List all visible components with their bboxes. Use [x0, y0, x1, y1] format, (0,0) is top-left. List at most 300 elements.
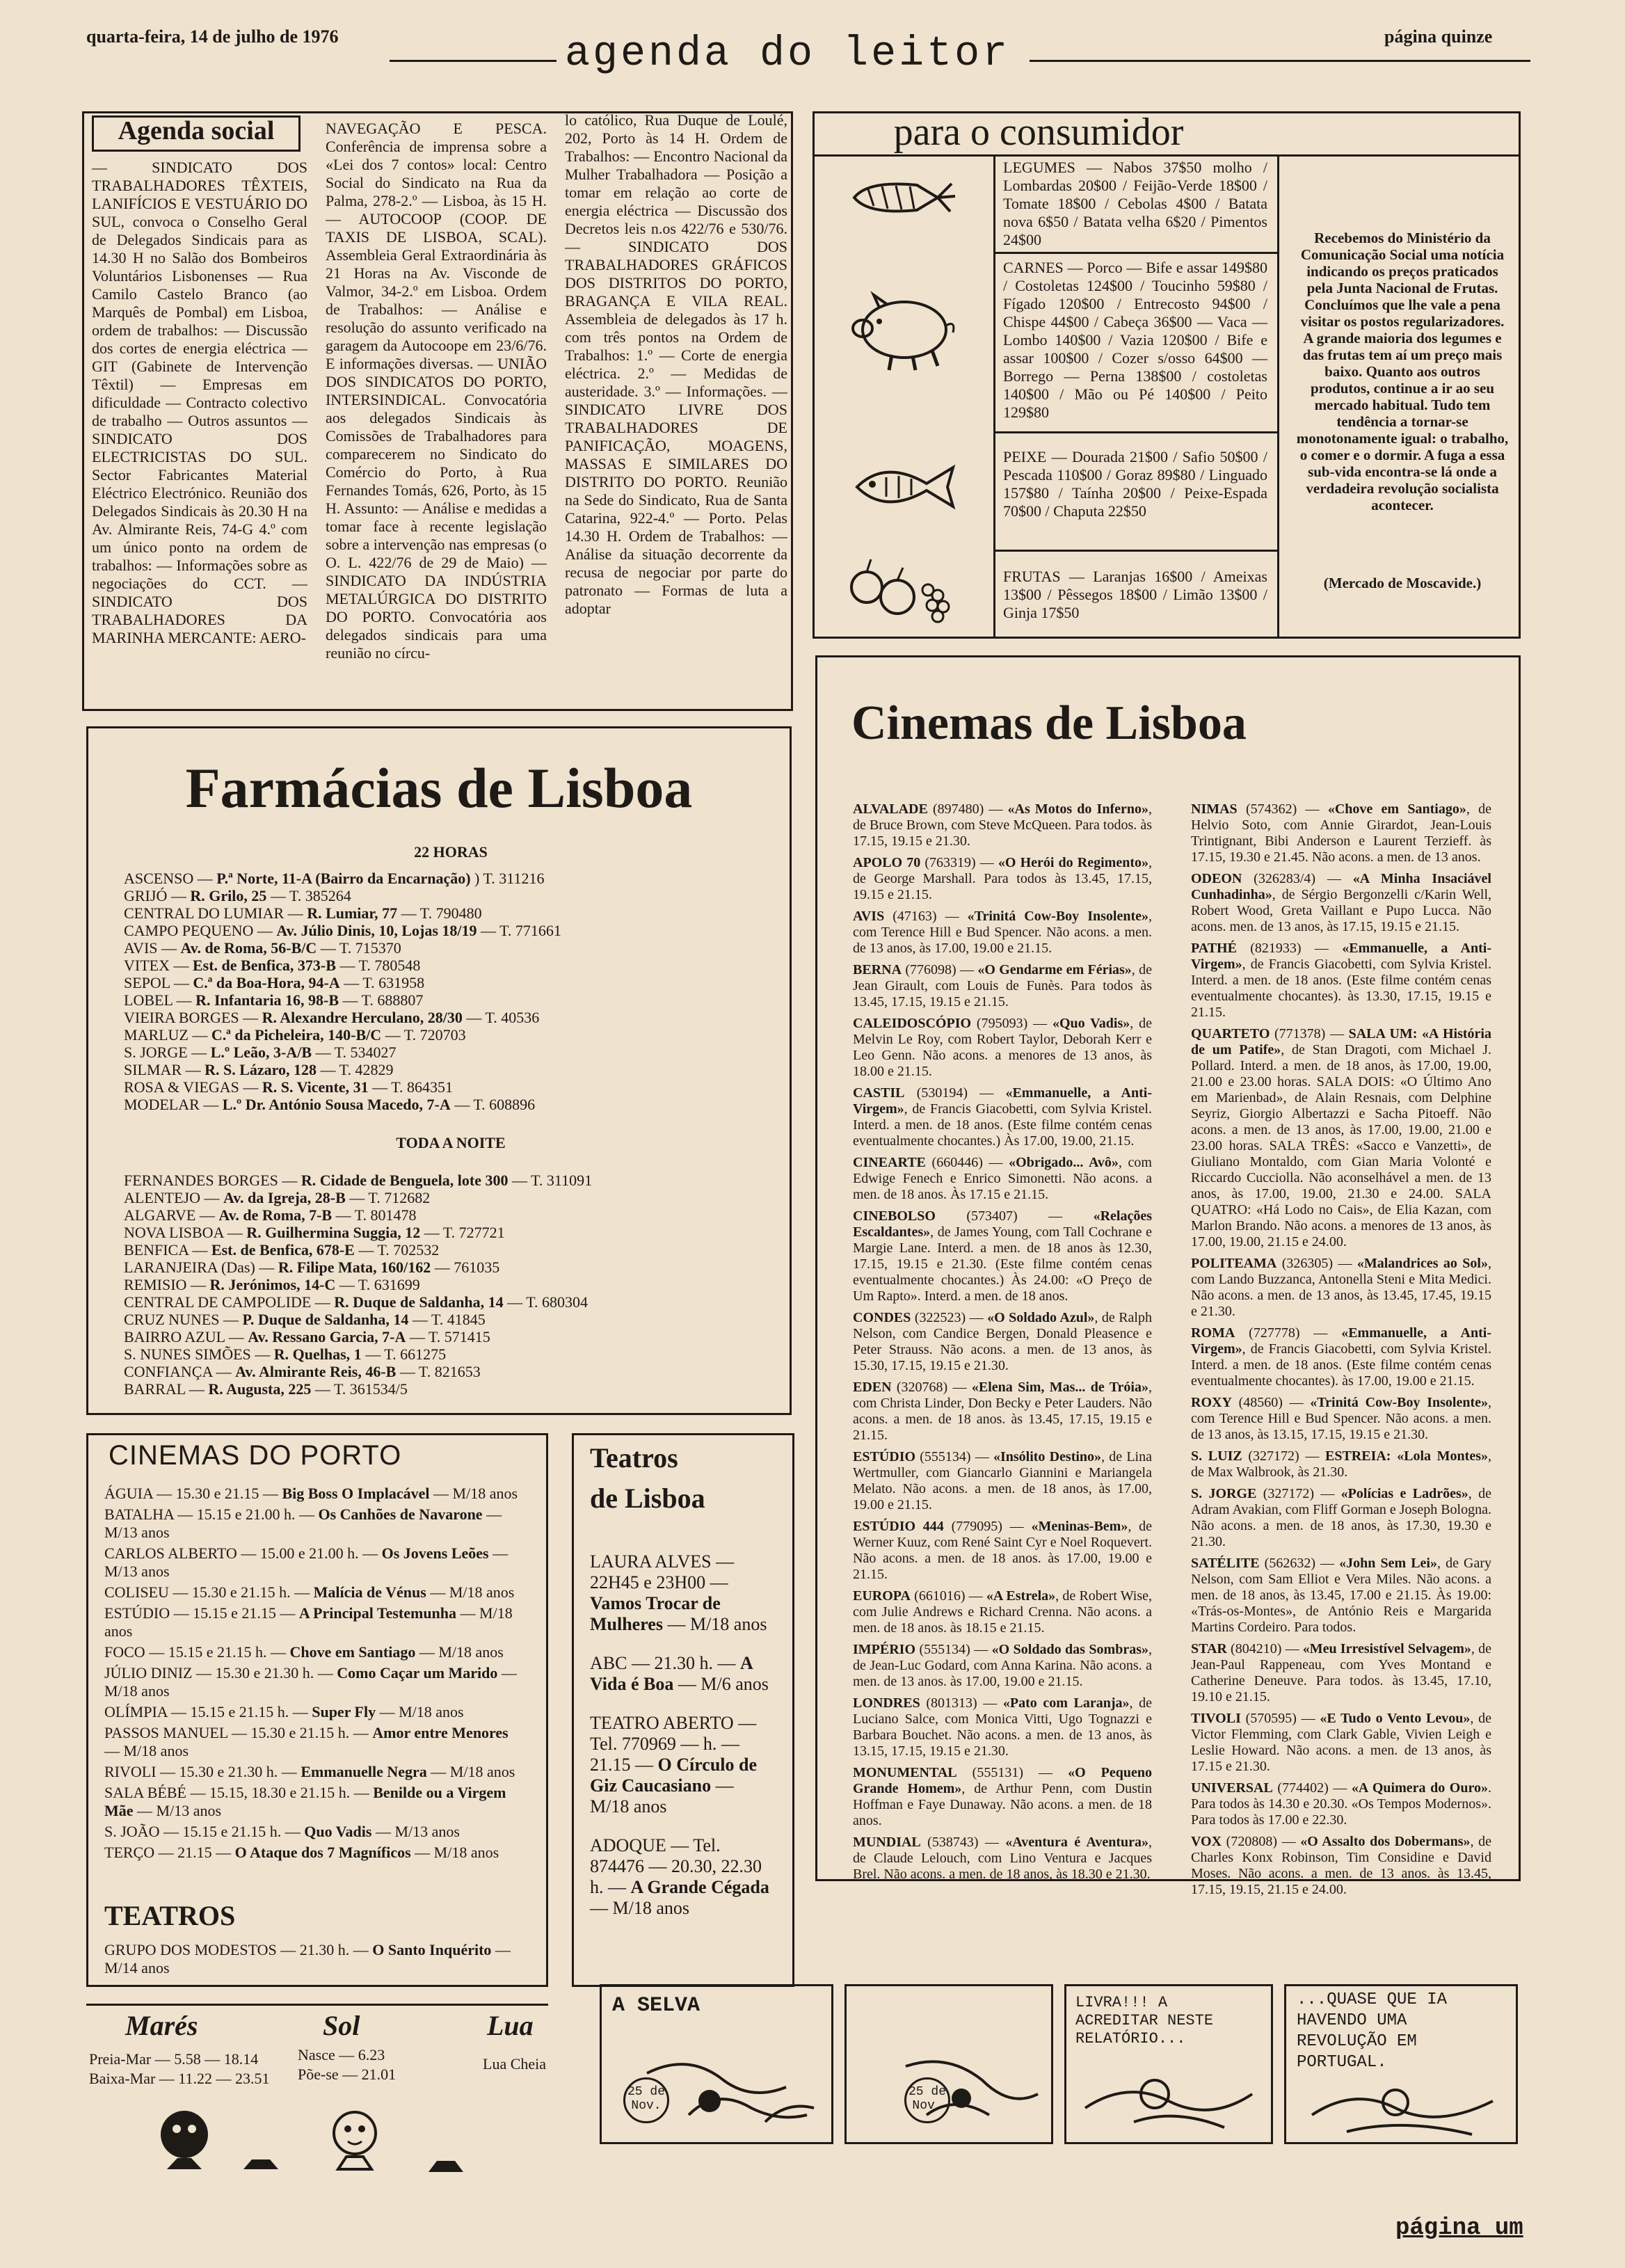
pharmacy-phone: — T. 631958 — [339, 974, 425, 991]
pharmacy-phone: — T. 720703 — [381, 1026, 466, 1044]
porto-film: O Ataque dos 7 Magníficos — [234, 1844, 411, 1861]
cinema-film: «O Assalto dos Dobermans» — [1300, 1834, 1471, 1849]
porto-listing — [104, 1583, 522, 1602]
cinema-phone: (47163) — — [884, 909, 968, 924]
pharmacy-address: R. Alexandre Herculano, 28/30 — [262, 1009, 463, 1026]
consumidor-sep-3 — [995, 550, 1277, 552]
porto-listing — [104, 1844, 522, 1862]
pharmacy-phone: — T. 801478 — [332, 1206, 417, 1224]
pharmacy-address: L.º Leão, 3-A/B — [210, 1044, 312, 1061]
comic-drawing-4 — [1291, 2059, 1514, 2143]
cinema-name: LONDRES — [853, 1695, 920, 1711]
cinema-name: CONDES — [853, 1310, 911, 1325]
porto-venue: S. JOÃO — [104, 1823, 160, 1840]
consumidor-divider-2 — [1277, 154, 1279, 639]
pharmacy-row — [124, 904, 778, 922]
comic-drawing-2 — [850, 2031, 1052, 2143]
pharmacy-address: R. Guilhermina Suggia, 12 — [246, 1224, 421, 1241]
cinema-listing — [853, 1695, 1152, 1759]
cinema-details: , de Werner Kuuz, com René Saint Cyr e Noel Roquevert. Não acons. a men. de 18 anos. às 17.00, 19.00 e 21.15. — [853, 1519, 1152, 1582]
cinema-phone: (660446) — — [925, 1155, 1009, 1170]
pharmacy-row — [124, 1172, 778, 1189]
lua-phase: Lua Cheia — [483, 2055, 547, 2073]
cinema-details: , de Francis Giacobetti, com Sylvia Kristel. Interd. a men. de 18 anos. (Este filme contém cenas eventualmente chocantes). às 13.30, 17.15, 19.15 e 21.15. — [1191, 957, 1491, 1020]
theatre-venue: ADOQUE — [590, 1835, 666, 1855]
porto-rating: — M/13 anos — [104, 1506, 502, 1541]
porto-listing — [104, 1506, 522, 1542]
cinema-name: TIVOLI — [1191, 1711, 1241, 1726]
cinema-listing — [853, 1642, 1152, 1690]
pharmacy-name: LOBEL — — [124, 991, 196, 1009]
cinema-phone: (322523) — — [911, 1310, 988, 1325]
pharmacy-phone: — T. 864351 — [368, 1078, 454, 1096]
pharmacy-name: MODELAR — — [124, 1096, 223, 1113]
cinema-name: MONUMENTAL — [853, 1765, 957, 1780]
header-rule-right — [1030, 60, 1530, 62]
cinema-phone: (326283/4) — — [1242, 871, 1353, 886]
pharmacy-name: VITEX — — [124, 957, 193, 974]
face-icon-3 — [334, 2112, 376, 2169]
cinema-film: «Polícias e Ladrões» — [1340, 1486, 1468, 1501]
cinema-name: POLITEAMA — [1191, 1256, 1277, 1271]
porto-listing — [104, 1544, 522, 1581]
pharmacy-address: Est. de Benfica, 373-B — [192, 957, 336, 974]
pharmacy-row — [124, 1189, 778, 1206]
pharmacy-phone: — T. 40536 — [462, 1009, 540, 1026]
cinema-phone: (562632) — — [1259, 1556, 1340, 1571]
porto-rating: — M/18 anos — [429, 1485, 518, 1502]
teatros-porto-title: TEATROS — [104, 1900, 236, 1931]
lua-title: Lua — [487, 2010, 534, 2041]
porto-rating: — M/18 anos — [426, 1583, 515, 1601]
cinema-details: , de Stan Dragoti, com Michael J. Pollard. Interd. a men. de 18 anos, às 17.00, 19.00, 21.00 e 23.00 horas. SALA DOIS: «O Último Ano em Marienbad», de Alain Resnais, com Delphine Seyriz, Giorgio Albertazzi e Sacha Pitoeff. Não acons. a men. de 13 anos, às 17.00, 19.00, 21.00 e 23.00 horas. SALA TRÊS: «Sacco e Vanzetti», de Giuliano Montaldo, com Gian Maria Volonté e Riccardo Cucciolla. Não aconselhável a men. de 13 anos, às 17.00, 19.00, 21.30 e 24.00. SALA QUATRO: «Há Lodo no Cais», de Elia Kazan, com Marlon Brando. Não acons. a menores de 13 anos, às 17.00, 19.00, 21.15 e 24.00. — [1191, 1042, 1491, 1249]
cinema-phone: (720808) — — [1222, 1834, 1301, 1849]
porto-rating: — M/18 anos — [410, 1844, 499, 1861]
pharmacy-address: P. Duque de Saldanha, 14 — [242, 1311, 409, 1328]
baixa-mar-label: Baixa-Mar — [89, 2070, 156, 2087]
pharmacy-address: Av. Almirante Reis, 46-B — [235, 1363, 397, 1380]
cinema-phone: (48560) — — [1231, 1395, 1311, 1410]
pharmacy-phone: — T. 727721 — [420, 1224, 505, 1241]
header-rule-left — [390, 60, 557, 62]
cinema-phone: (661016) — — [910, 1588, 986, 1604]
face-icon-4 — [429, 2109, 470, 2172]
sol-title: Sol — [323, 2010, 360, 2041]
pharmacy-phone: ) T. 311216 — [470, 870, 545, 887]
pharmacy-address: L.º Dr. António Sousa Macedo, 7-A — [222, 1096, 451, 1113]
cinema-phone: (821933) — — [1236, 941, 1343, 956]
cinema-film: «As Motos do Inferno» — [1007, 801, 1148, 817]
pharmacy-row — [124, 1363, 778, 1380]
cinema-phone: (774402) — — [1272, 1780, 1352, 1796]
consumidor-sep-2 — [995, 431, 1277, 433]
cinema-listing — [1191, 1395, 1491, 1443]
cinema-film: «O Pequeno Grande Homem» — [853, 1765, 1152, 1796]
cinema-film: «O Soldado Azul» — [987, 1310, 1095, 1325]
cinema-film: «John Sem Lei» — [1339, 1556, 1437, 1571]
porto-times: — 15.15, 18.30 e 21.15 h. — — [186, 1784, 374, 1801]
pharmacy-address: R. Filipe Mata, 160/162 — [278, 1259, 431, 1276]
pharmacy-row — [124, 1259, 778, 1276]
porto-times: — 15.15 e 21.15 h. — — [167, 1703, 312, 1720]
mares-top-rule — [86, 2004, 548, 2006]
pharmacy-name: NOVA LISBOA — — [124, 1224, 247, 1241]
pharmacy-name: ALENTEJO — — [124, 1189, 223, 1206]
pharmacy-name: ROSA & VIEGAS — — [124, 1078, 262, 1096]
face-icon-2 — [239, 2111, 278, 2169]
cinema-film: SALA UM: «A História de um Patife» — [1191, 1026, 1491, 1057]
pharmacy-address: Av. da Igreja, 28-B — [223, 1189, 346, 1206]
pharmacy-address: Av. de Roma, 7-B — [218, 1206, 333, 1224]
sol-nasce-label: Nasce — [298, 2046, 335, 2063]
pharmacy-address: R. Duque de Saldanha, 14 — [334, 1293, 504, 1311]
cinema-film: «Malandrices ao Sol» — [1356, 1256, 1488, 1271]
cinema-film: «Trinitá Cow-Boy Insolente» — [1310, 1395, 1488, 1410]
farmacias-sub-22h: 22 HORAS — [414, 843, 488, 861]
pharmacy-row — [124, 1293, 778, 1311]
cinema-details: , de Jean Girault, com Louis de Funès. Para todos às 13.45, 17.15, 19.15 e 21.15. — [853, 962, 1152, 1009]
pharmacy-address: Av. Ressano Garcia, 7-A — [248, 1328, 406, 1345]
pharmacy-phone: — T. 661275 — [361, 1345, 447, 1363]
pharmacy-address: R. Jerónimos, 14-C — [209, 1276, 336, 1293]
comic-badge-2 — [904, 2077, 950, 2123]
cinemas-lisboa-title: Cinemas de Lisboa — [851, 696, 1247, 750]
pharmacy-phone: — T. 608896 — [450, 1096, 536, 1113]
porto-venue: GRUPO DOS MODESTOS — [104, 1941, 277, 1958]
pharmacy-phone: — T. 680304 — [503, 1293, 589, 1311]
pharmacy-phone: — T. 385264 — [266, 887, 351, 904]
consumidor-item-peixe: PEIXE — Dourada 21$00 / Safio 50$00 / Pescada 110$00 / Goraz 89$80 / Linguado 157$80 / Taínha 20$00 / Peixe-Espada 70$00 / Chaputa 22$50 — [1003, 448, 1267, 520]
cinema-listing — [853, 1449, 1152, 1513]
cinema-name: ALVALADE — [853, 801, 928, 817]
theatre-play: Vamos Trocar de Mulheres — [590, 1593, 721, 1634]
cinema-name: ROXY — [1191, 1395, 1232, 1410]
porto-rating: — M/18 anos — [426, 1763, 515, 1780]
cinema-phone: (327172) — — [1256, 1486, 1341, 1501]
comic-badge-1-text: 25 de Nov. — [627, 2085, 665, 2113]
porto-film: Emmanuelle Negra — [301, 1763, 427, 1780]
theatre-venue: TEATRO ABERTO — [590, 1713, 734, 1733]
theatre-rating: — M/6 anos — [673, 1674, 769, 1694]
porto-film: Quo Vadis — [304, 1823, 372, 1840]
pharmacy-name: SILMAR — — [124, 1061, 205, 1078]
porto-rating: — M/13 anos — [104, 1544, 509, 1580]
consumidor-note: Recebemos do Ministério da Comunicação Social uma notícia indicando os preços praticados pela Junta Nacional de Frutas. Concluímos que lhe vale a pena visitar os postos regularizadores. A grande maioria dos legumes e das frutas tem aí um preço mais baixo. Quanto aos outros produtos, continue a ir ao seu mercado habitual. Tudo tem tendência a tornar-se monotonamente igual: o trabalho, o comer e o dormir. A fuga a essa sub-vida encontra-se lá onde a verdadeira revolução socialista acontecer. — [1296, 230, 1509, 513]
theatre-times: — Tel. 770969 — h. — 21.15 — — [590, 1713, 757, 1775]
cinema-name: APOLO 70 — [853, 855, 921, 870]
cinema-name: ROMA — [1191, 1325, 1235, 1341]
pharmacy-row — [124, 1328, 778, 1345]
pharmacy-address: R. Cidade de Benguela, lote 300 — [301, 1172, 509, 1189]
porto-rating: — M/14 anos — [104, 1941, 511, 1976]
porto-times: — 15.15 e 21.15 — — [170, 1604, 299, 1622]
pharmacy-row — [124, 1026, 778, 1044]
theatre-rating: — M/18 anos — [590, 1898, 689, 1918]
consumidor-divider — [993, 154, 995, 639]
theatre-play: A Grande Cégada — [630, 1877, 769, 1897]
cinema-film: «Meu Irresistível Selvagem» — [1302, 1641, 1471, 1656]
pharmacy-address: R. Lumiar, 77 — [307, 904, 398, 922]
cinema-film: «Pato com Laranja» — [1002, 1695, 1130, 1711]
cinema-phone: (804210) — — [1226, 1641, 1303, 1656]
pharmacy-row — [124, 922, 778, 939]
cinema-film: «Obrigado... Avô» — [1009, 1155, 1119, 1170]
preia-mar-label: Preia-Mar — [89, 2050, 152, 2068]
pharmacy-phone: — T. 712682 — [345, 1189, 431, 1206]
theatre-venue: ABC — [590, 1653, 627, 1673]
cinema-details: , de Adram Avakian, com Fliff Gorman e Joseph Bologna. Não acons. a men. de 18 anos, às 17.30, 19.30 e 21.30. — [1191, 1486, 1491, 1549]
pharmacy-row — [124, 1078, 778, 1096]
cinema-details: , de Charles Konx Robinson, Tim Considine e David Moses. Não acons. a men. de 13 anos. às 13.45, 17.15, 19.15, 21.15 e 24.00. — [1191, 1834, 1491, 1897]
cinema-name: EDEN — [853, 1380, 892, 1395]
cinema-film: «Emmanuelle, a Anti-Virgem» — [1191, 941, 1491, 972]
porto-film: Big Boss O Implacável — [282, 1485, 430, 1502]
cinema-name: STAR — [1191, 1641, 1227, 1656]
porto-rating: — M/18 anos — [376, 1703, 464, 1720]
pharmacy-name: REMISIO — — [124, 1276, 210, 1293]
pharmacy-name: ALGARVE — — [124, 1206, 219, 1224]
pharmacy-address: Av. de Roma, 56-B/C — [180, 939, 317, 957]
pharmacy-name: ASCENSO — — [124, 870, 217, 887]
mares-block — [89, 2050, 269, 2089]
cinema-listing — [1191, 1556, 1491, 1636]
cinema-film: «A Minha Insaciável Cunhadinha» — [1191, 871, 1491, 902]
cinema-details: , de Robert Wise, com Julie Andrews e Richard Crenna. Não acons. a men. de 18 anos. às 18.15 e 21.15. — [853, 1588, 1153, 1636]
porto-listing — [104, 1823, 522, 1841]
cinema-name: EUROPA — [853, 1588, 911, 1604]
cinema-listing — [1191, 1026, 1491, 1250]
baixa-mar-times: — 11.22 — 23.51 — [159, 2070, 270, 2087]
porto-venue: SALA BÉBÉ — [104, 1784, 186, 1801]
farmacias-noite-list — [124, 1172, 778, 1398]
pharmacy-name: CENTRAL DO LUMIAR — — [124, 904, 307, 922]
theatre-play: A Vida é Boa — [590, 1653, 753, 1694]
fruit-icon — [839, 554, 964, 630]
cinema-listing — [1191, 1448, 1491, 1480]
teatros-lisboa-title-1: Teatros — [590, 1442, 678, 1474]
consumidor-item-frutas: FRUTAS — Laranjas 16$00 / Ameixas 13$00 / Pêssegos 18$00 / Limão 13$00 / Ginja 17$50 — [1003, 568, 1267, 621]
cinema-details: , de Victor Flemming, com Clark Gable, Vivien Leigh e Leslie Howard. Não acons. a men. de 13 anos, às 17.15 e 21.30. — [1191, 1711, 1491, 1774]
sol-poe-time: — 21.01 — [342, 2066, 397, 2083]
porto-listing — [104, 1485, 522, 1503]
consumidor-item-carnes: CARNES — Porco — Bife e assar 149$80 / Costoletas 124$00 / Toucinho 59$80 / Fígado 120$00 / Entrecosto 94$00 / Chispe 44$00 / Cabeça 36$00 — Vaca — Lombo 140$00 / Vazia 120$00 / Bife e assar 100$00 / Cozer s/osso 64$00 — Borrego — Perna 138$00 / costoletas 140$00 / Mão ou Pé 140$00 / Peito 129$80 — [1003, 259, 1267, 421]
cinema-name: CINEBOLSO — [853, 1208, 936, 1224]
pharmacy-row — [124, 1311, 778, 1328]
cinema-details: . Para todos às 14.30 e 20.30. «Os Tempos Modernos». Para todos às 17.00 e 22.30. — [1191, 1780, 1491, 1828]
cinema-listing — [853, 1380, 1152, 1444]
cinemas-lisboa-col-1 — [853, 801, 1152, 1888]
theatre-times: — 22H45 e 23H00 — — [590, 1551, 735, 1592]
cinema-details: , de Ralph Nelson, com Candice Bergen, Donald Pleasence e Peter Strauss. Não acons. a men. de 13 anos, às 15.30, 17.15, 19.15 e 21.30. — [853, 1310, 1152, 1373]
agenda-col-3: lo católico, Rua Duque de Loulé, 202, Porto às 14 H. Ordem de Trabalhos: — Encontro Nacional da Mulher Trabalhadora — Posição a tomar em relação ao corte de energia eléctrica — Discussão dos Decretos leis n.os 422/76 e 530/76. — SINDICATO DOS TRABALHADORES GRÁFICOS DOS DISTRITOS DO PORTO, BRAGANÇA E VILA REAL. Assembleia de delegados às 17 h. com três pontos na Ordem de Trabalhos: 1.º — Corte de energia eléctrica. 2.º — Medidas de austeridade. 3.º — Informações. — SINDICATO LIVRE DOS TRABALHADORES DE PANIFICAÇÃO, MOAGENS, MASSAS E SIMILARES DO DISTRITO DO PORTO. Reunião na Sede do Sindicato, Rua de Santa Catarina, 922-4.º — Porto. Pelas 14.30 H. Ordem de Trabalhos: — Análise da situação decorrente da recusa de negociar por parte do patronato — Formas de luta a adoptar — [565, 111, 787, 617]
pharmacy-name: CRUZ NUNES — — [124, 1311, 243, 1328]
pharmacy-row — [124, 1224, 778, 1241]
pharmacy-row — [124, 887, 778, 904]
agenda-col-1: — SINDICATO DOS TRABALHADORES TÊXTEIS, LANIFÍCIOS E VESTUÁRIO DO SUL, convoca o Conselho Geral de Delegados Sindicais para as 14.30 H no Salão dos Bombeiros Voluntários Lisbonenses — Rua Camilo Castelo Branco (ao Marquês de Pombal) em Lisboa, ordem de trabalhos: — Discussão dos cortes de energia eléctrica — GIT (Gabinete de Intervenção Têxtil) — Empresas em dificuldade — Contracto colectivo de trabalho — Outros assuntos — SINDICATO DOS ELECTRICISTAS DO SUL. Sector Fabricantes Material Eléctrico Electrónico. Reunião dos Delegados Sindicais às 20.30 H na Av. Almirante Reis, 74-G 4.º com um único ponto na ordem de trabalhos: — Informações sobre as negociações do CCT. — SINDICATO DOS TRABALHADORES DA MARINHA MERCANTE: AERO- — [92, 159, 307, 646]
pharmacy-phone: — T. 780548 — [335, 957, 421, 974]
cinema-film: «A Estrela» — [986, 1588, 1056, 1604]
pharmacy-row — [124, 939, 778, 957]
porto-listing — [104, 1941, 522, 1977]
porto-film: A Principal Testemunha — [298, 1604, 457, 1622]
cinema-film: «Quo Vadis» — [1052, 1016, 1130, 1031]
cinema-film: «Relações Escaldantes» — [853, 1208, 1152, 1240]
cinema-details: , de George Marshall. Para todos às 13.45, 17.15, 19.15 e 21.15. — [853, 855, 1152, 902]
pharmacy-row — [124, 870, 778, 887]
cinema-phone: (779095) — — [943, 1519, 1032, 1534]
header-date: quarta-feira, 14 de julho de 1976 — [86, 26, 339, 47]
cinema-phone: (771378) — — [1270, 1026, 1349, 1041]
cinema-details: , com Christa Linder, Don Becky e Peter Lauders. Não acons. a men. de 18 anos. às 13.45, 17.15, 19.15 e 21.15. — [853, 1380, 1152, 1443]
porto-venue: COLISEU — [104, 1583, 169, 1601]
cinema-name: CASTIL — [853, 1085, 905, 1101]
cinema-phone: (574362) — — [1237, 801, 1328, 817]
cinema-phone: (763319) — — [920, 855, 998, 870]
pharmacy-row — [124, 1276, 778, 1293]
porto-venue: ESTÚDIO — [104, 1604, 170, 1622]
cinema-details: , de Helvio Soto, com Annie Girardot, Jean-Louis Trintignant, Bibi Anderson e Laurent Terzieff. às 17.15, 19.30 e 21.45. Não acons. a men. de 13 anos. — [1191, 801, 1491, 865]
pharmacy-phone: — 761035 — [431, 1259, 500, 1276]
cinema-listing — [853, 1310, 1152, 1374]
cinema-phone: (776098) — — [902, 962, 978, 977]
cinema-listing — [853, 1155, 1152, 1203]
cinema-phone: (573407) — — [935, 1208, 1094, 1224]
pharmacy-address: Est. de Benfica, 678-E — [211, 1241, 355, 1259]
porto-venue: BATALHA — [104, 1506, 174, 1523]
cinema-details: , com Lando Buzzanca, Antonella Steni e Mita Medici. Não acons. a men. de 13 anos, às 13.45, 17.45, 19.15 e 21.30. — [1191, 1256, 1491, 1319]
theatre-listing — [590, 1713, 776, 1817]
cinema-phone: (555131) — — [956, 1765, 1068, 1780]
theatre-listing — [590, 1835, 776, 1919]
cinema-film: «O Gendarme em Férias» — [977, 962, 1132, 977]
pharmacy-row — [124, 991, 778, 1009]
cinema-details: , de Francis Giacobetti, com Sylvia Kristel. Interd. a men. de 18 anos. (Este filme contém cenas eventualmente chocantes). às 17.00, 19.00 e 21.15. — [1191, 1341, 1491, 1389]
porto-listing — [104, 1724, 522, 1760]
comic-panel-4-text: ...QUASE QUE IA HAVENDO UMA REVOLUÇÃO EM PORTUGAL. — [1297, 1990, 1448, 2072]
cinema-film: «A Quimera do Ouro» — [1351, 1780, 1488, 1796]
cinema-details: , com Edwige Fenech e Enrico Simonetti. Não acons. a men. de 18 anos. Às 17.15 e 21.15. — [853, 1155, 1152, 1202]
porto-times: — 15.30 e 21.15 h. — — [168, 1583, 314, 1601]
cinemas-porto-title: CINEMAS DO PORTO — [109, 1440, 402, 1471]
porto-times: — 15.15 e 21.15 h. — — [159, 1823, 305, 1840]
cinema-film: «Emmanuelle, a Anti-Virgem» — [1191, 1325, 1491, 1357]
porto-film: Malícia de Vénus — [313, 1583, 426, 1601]
cinema-details: , de Francis Giacobetti, com Sylvia Kristel. Interd. a men. de 18 anos. (Este filme contém cenas eventualmente chocantes.) Às 17.00, 19.00, 21.15. — [853, 1101, 1152, 1149]
cinema-details: , de Gary Nelson, com Sam Elliot e Vera Miles. Não acons. a men. de 18 anos, às 13.45, 17.00 e 21.15. Às 19.00: «Trás-os-Montes», de António Reis e Margarida Martins Cordeiro. Para todos. — [1191, 1556, 1491, 1635]
porto-times: — 15.30 e 21.30 h. — — [156, 1763, 301, 1780]
pharmacy-address: C.ª da Boa-Hora, 94-A — [193, 974, 340, 991]
theatre-rating: — M/18 anos — [662, 1614, 767, 1634]
comic-drawing-3 — [1071, 2045, 1273, 2143]
cinema-film: «Aventura é Aventura» — [1005, 1835, 1148, 1850]
cinema-listing — [1191, 1256, 1491, 1320]
fish-icon — [843, 452, 961, 522]
porto-film: Como Caçar um Marido — [337, 1664, 498, 1682]
cinema-listing — [853, 1016, 1152, 1080]
pharmacy-name: S. NUNES SIMÕES — — [124, 1345, 274, 1363]
cinema-details: , com Terence Hill e Bud Spencer. Não acons. a men. de 13 anos, às 17.00, 19.00 e 21.15. — [853, 909, 1152, 956]
theatre-listing — [590, 1551, 776, 1635]
pharmacy-name: VIEIRA BORGES — — [124, 1009, 262, 1026]
footer-page: página um — [1395, 2215, 1523, 2242]
theatre-rating: — M/18 anos — [590, 1775, 734, 1816]
cinema-listing — [853, 1519, 1152, 1583]
consumidor-item-legumes: LEGUMES — Nabos 37$50 molho / Lombardas 20$00 / Feijão-Verde 18$00 / Tomate 18$00 / Cebolas 4$00 / Batata nova 6$50 / Batata velha 6$20 / Pimentos 24$00 — [1003, 159, 1267, 248]
cinema-phone: (555134) — — [915, 1449, 993, 1464]
cinema-film: «Elena Sim, Mas... de Tróia» — [971, 1380, 1148, 1395]
cinema-phone: (897480) — — [927, 801, 1008, 817]
preia-mar-times: — 5.58 — 18.14 — [154, 2050, 259, 2068]
cinemas-lisboa-col-2 — [1191, 801, 1491, 1903]
cinema-details: , de Jean-Paul Rappeneau, com Yves Montand e Catherine Deneuve. Para todos. às 13.45, 17.10, 19.10 e 21.15. — [1191, 1641, 1491, 1704]
pharmacy-address: R. Grilo, 25 — [190, 887, 267, 904]
cinema-details: , de Sérgio Bergonzelli c/Karin Well, Robert Wood, Greta Vaillant e Pupo Lucca. Não acons. men. de 13 anos, às 17.15, 19.15 e 21.15. — [1191, 887, 1491, 934]
porto-venue: ÁGUIA — [104, 1485, 153, 1502]
porto-listing — [104, 1703, 522, 1721]
porto-rating: — M/18 anos — [104, 1604, 513, 1640]
cinema-phone: (555134) — — [915, 1642, 992, 1657]
comic-badge-2-text: 25 de Nov. — [908, 2085, 946, 2113]
farmacias-list — [124, 843, 778, 1398]
pharmacy-address: R. Quelhas, 1 — [273, 1345, 362, 1363]
cinema-listing — [1191, 1834, 1491, 1898]
cinema-details: , de Bruce Brown, com Steve McQueen. Para todos. às 17.15, 19.15 e 21.30. — [853, 801, 1152, 849]
cinema-name: MUNDIAL — [853, 1835, 921, 1850]
cinema-phone: (727778) — — [1235, 1325, 1342, 1341]
cinema-name: QUARTETO — [1191, 1026, 1270, 1041]
cinema-listing — [853, 1208, 1152, 1304]
cinema-listing — [1191, 1711, 1491, 1775]
cinema-phone: (795093) — — [971, 1016, 1052, 1031]
pharmacy-row — [124, 974, 778, 991]
cinema-details: , de Melvin Le Roy, com Robert Taylor, Deborah Kerr e Leo Genn. Não acons. a menores de 13 anos, às 18.00 e 21.15. — [853, 1016, 1152, 1079]
cinema-phone: (320768) — — [891, 1380, 972, 1395]
porto-times: — 15.30 e 21.30 h. — — [192, 1664, 337, 1682]
pharmacy-phone: — T. 631699 — [335, 1276, 420, 1293]
porto-venue: CARLOS ALBERTO — [104, 1544, 237, 1562]
pharmacy-name: BAIRRO AZUL — — [124, 1328, 248, 1345]
cinema-film: «Insólito Destino» — [993, 1449, 1102, 1464]
cinema-details: , de Claude Lelouch, com Lino Ventura e Jacques Brel. Não acons. a men. de 18 anos, às 18.30 e 21.30. — [853, 1835, 1152, 1882]
pharmacy-phone: — T. 41845 — [408, 1311, 486, 1328]
agenda-col-2: NAVEGAÇÃO E PESCA. Conferência de imprensa sobre a «Lei dos 7 contos» local: Centro Social do Sindicato na Rua da Palma, 278-2.º — Lisboa, às 15 H. — AUTOCOOP (COOP. DE TAXIS DE LISBOA, SCAL). Assembleia Geral Extraordinária às 21 Horas na Av. Visconde de Valmor, 34-2.º em Lisboa. Ordem de Trabalhos: — Análise e resolução do assunto verificado na garagem da Autocoope em 23/6/76. E informações diversas. — UNIÃO DOS SINDICATOS DO PORTO, INTERSINDICAL. Convocatória aos delegados Sindicais às Comissões de Trabalhadores para comparecerem no Sindicato do Comércio do Porto, à Rua Fernandes Tomás, 626, Porto, às 15 H. Assunto: — Análise e medidas a tomar face à recente legislação sobre a intervenção nas empresas (o O. L. 422/76 de 29 de Maio) — SINDICATO DA INDÚSTRIA METALÚRGICA DO DISTRITO DO PORTO. Convocatória aos delegados sindicais para uma reunião no círcu- — [326, 120, 547, 662]
cinema-listing — [1191, 1325, 1491, 1389]
cinema-film: «O Herói do Regimento» — [998, 855, 1148, 870]
pharmacy-name: BENFICA — — [124, 1241, 211, 1259]
pharmacy-name: AVIS — — [124, 939, 181, 957]
porto-times: — 15.15 e 21.00 h. — — [173, 1506, 319, 1523]
cinema-film: «E Tudo o Vento Levou» — [1320, 1711, 1471, 1726]
farmacias-22h-list — [124, 870, 778, 1113]
porto-rating: — M/13 anos — [371, 1823, 460, 1840]
pharmacy-phone: — T. 688807 — [339, 991, 424, 1009]
pharmacy-address: R. Augusta, 225 — [208, 1380, 312, 1398]
pharmacy-phone: — T. 715370 — [317, 939, 401, 957]
cinema-phone: (570595) — — [1240, 1711, 1320, 1726]
cinema-details: , de Jean-Luc Godard, com Anna Karina. Não acons. a men. de 13 anos. às 17.00, 19.00 e 21.15. — [853, 1642, 1152, 1689]
pharmacy-address: Av. Júlio Dinis, 10, Lojas 18/19 — [276, 922, 477, 939]
teatros-lisboa-list — [590, 1551, 776, 1937]
cinema-listing — [853, 909, 1152, 957]
pharmacy-phone: — T. 702532 — [354, 1241, 440, 1259]
teatros-lisboa-title-2: de Lisboa — [590, 1483, 705, 1514]
cinema-name: ODEON — [1191, 871, 1242, 886]
porto-times: — 21.30 h. — — [276, 1941, 373, 1958]
porto-venue: JÚLIO DINIZ — [104, 1664, 193, 1682]
theatre-listing — [590, 1653, 776, 1695]
teatros-porto-list — [104, 1941, 522, 1980]
pharmacy-row — [124, 1009, 778, 1026]
